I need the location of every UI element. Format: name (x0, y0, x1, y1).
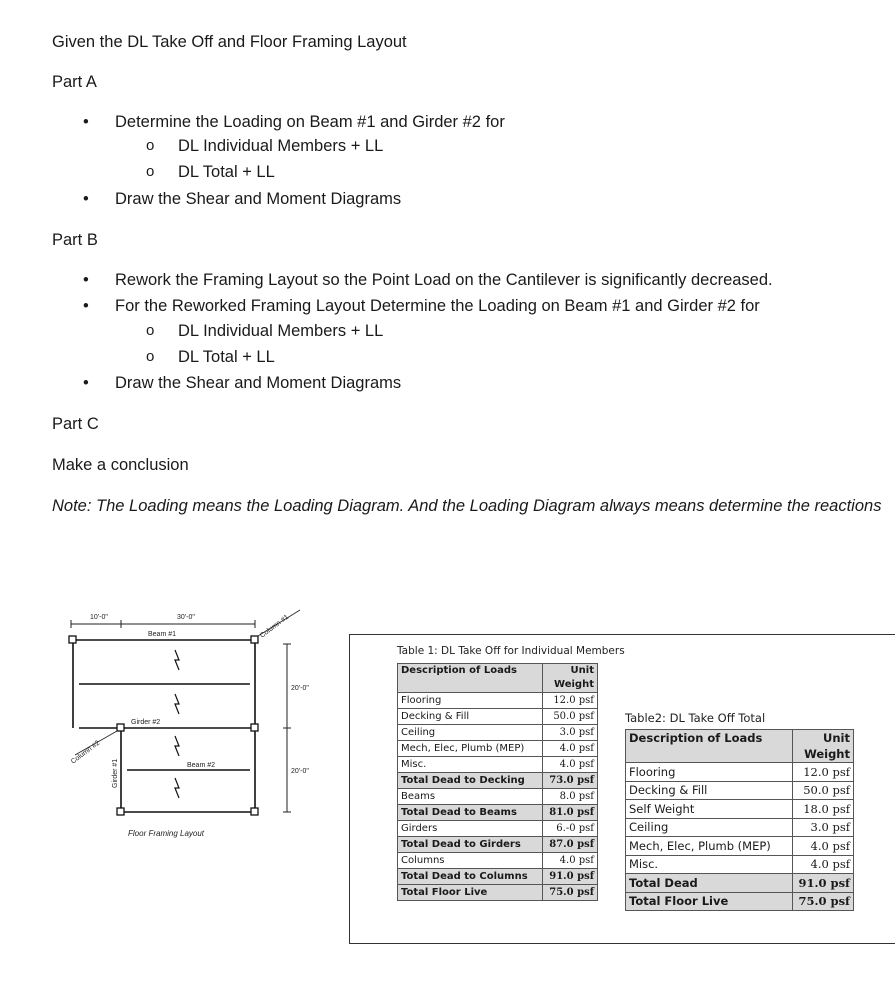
unit-weight-cell: 75.0 psf (793, 892, 854, 911)
girder-1-label: Girder #1 (112, 758, 119, 788)
column-1-label: Column #1 (258, 613, 291, 640)
table-row (398, 693, 598, 709)
table-row (398, 725, 598, 741)
table-2-col-description: Description of Loads (626, 730, 793, 763)
floor-framing-diagram (55, 600, 345, 850)
unit-weight-cell: 12.0 psf (543, 693, 598, 709)
load-description-cell: Beams (398, 789, 543, 805)
load-description-cell: Total Dead to Beams (398, 805, 543, 821)
unit-weight-cell: 81.0 psf (543, 805, 598, 821)
dim-top-bay-label: 20'-0" (291, 685, 309, 692)
unit-weight-cell: 6.-0 psf (543, 821, 598, 837)
girder-2-label: Girder #2 (131, 719, 161, 726)
table-row (626, 818, 854, 837)
load-description-cell: Decking & Fill (626, 781, 793, 800)
part-b-bullet-3-text: Draw the Shear and Moment Diagrams (115, 374, 402, 392)
load-description-cell: Ceiling (626, 818, 793, 837)
unit-weight-cell: 50.0 psf (543, 709, 598, 725)
table-row (626, 855, 854, 874)
unit-weight-cell: 4.0 psf (543, 741, 598, 757)
table-1-col-unit-weight: Unit Weight (543, 664, 598, 693)
table-row (398, 773, 598, 789)
dim-right-label: 30'-0" (177, 614, 195, 621)
column-square (251, 636, 258, 643)
column-square (117, 808, 124, 815)
table-row (398, 869, 598, 885)
diagram-caption: Floor Framing Layout (128, 829, 205, 838)
table-row (398, 837, 598, 853)
load-description-cell: Mech, Elec, Plumb (MEP) (398, 741, 543, 757)
dim-bottom-bay-label: 20'-0" (291, 768, 309, 775)
load-description-cell: Total Floor Live (626, 892, 793, 911)
column-square (251, 724, 258, 731)
load-description-cell: Total Dead to Decking (398, 773, 543, 789)
table-row (626, 874, 854, 893)
span-arrow-4 (175, 778, 179, 798)
part-a-sub-2-text: DL Total + LL (178, 163, 275, 181)
part-c-text: Make a conclusion (52, 456, 189, 474)
load-description-cell: Misc. (626, 855, 793, 874)
load-description-cell: Total Dead to Columns (398, 869, 543, 885)
table-row (626, 763, 854, 782)
table-row (398, 805, 598, 821)
unit-weight-cell: 91.0 psf (793, 874, 854, 893)
part-c-heading: Part C (52, 415, 99, 433)
part-b-heading: Part B (52, 231, 98, 249)
load-description-cell: Girders (398, 821, 543, 837)
load-description-cell: Misc. (398, 757, 543, 773)
load-description-cell: Columns (398, 853, 543, 869)
table-row (626, 800, 854, 819)
unit-weight-cell: 12.0 psf (793, 763, 854, 782)
intro-text: Given the DL Take Off and Floor Framing Layout (52, 33, 407, 51)
unit-weight-cell: 4.0 psf (793, 855, 854, 874)
column-square (251, 808, 258, 815)
dim-left-label: 10'-0" (90, 614, 108, 621)
part-b-bullet-2-text: For the Reworked Framing Layout Determine the Loading on Beam #1 and Girder #2 for (115, 297, 760, 315)
unit-weight-cell: 73.0 psf (543, 773, 598, 789)
table-row (398, 757, 598, 773)
table-row (398, 885, 598, 901)
unit-weight-cell: 4.0 psf (543, 757, 598, 773)
table-1 (397, 663, 598, 901)
part-a-heading: Part A (52, 73, 97, 91)
part-b-bullet-1-text: Rework the Framing Layout so the Point Load on the Cantilever is significantly decreased. (115, 271, 773, 289)
table-1-caption: Table 1: DL Take Off for Individual Members (397, 645, 625, 657)
part-b-sub-1-text: DL Individual Members + LL (178, 322, 384, 340)
table-row (398, 789, 598, 805)
part-a-bullet-1-text: Determine the Loading on Beam #1 and Girder #2 for (115, 113, 505, 131)
unit-weight-cell: 75.0 psf (543, 885, 598, 901)
load-description-cell: Flooring (626, 763, 793, 782)
load-description-cell: Total Floor Live (398, 885, 543, 901)
unit-weight-cell: 50.0 psf (793, 781, 854, 800)
load-description-cell: Self Weight (626, 800, 793, 819)
tables-container (349, 634, 895, 944)
span-arrow-1 (175, 650, 179, 670)
unit-weight-cell: 4.0 psf (543, 853, 598, 869)
table-row (626, 837, 854, 856)
unit-weight-cell: 18.0 psf (793, 800, 854, 819)
span-arrow-3 (175, 736, 179, 756)
unit-weight-cell: 3.0 psf (793, 818, 854, 837)
table-1-col-description: Description of Loads (398, 664, 543, 693)
load-description-cell: Ceiling (398, 725, 543, 741)
load-description-cell: Mech, Elec, Plumb (MEP) (626, 837, 793, 856)
table-row (398, 709, 598, 725)
table-row (398, 741, 598, 757)
beam-2-label: Beam #2 (187, 762, 216, 769)
table-2 (625, 729, 854, 911)
span-arrow-2 (175, 694, 179, 714)
load-description-cell: Total Dead to Girders (398, 837, 543, 853)
table-row (626, 892, 854, 911)
table-2-caption: Table2: DL Take Off Total (625, 711, 766, 725)
note-text: Note: The Loading means the Loading Diagram. And the Loading Diagram always means determine the reactions (52, 497, 882, 515)
load-description-cell: Total Dead (626, 874, 793, 893)
column-square (117, 724, 124, 731)
table-2-col-unit-weight: Unit Weight (793, 730, 854, 763)
table-row (626, 781, 854, 800)
load-description-cell: Flooring (398, 693, 543, 709)
table-row (398, 853, 598, 869)
part-b-sub-2-text: DL Total + LL (178, 348, 275, 366)
beam-1-label: Beam #1 (148, 631, 177, 638)
unit-weight-cell: 8.0 psf (543, 789, 598, 805)
unit-weight-cell: 4.0 psf (793, 837, 854, 856)
part-a-sub-1-text: DL Individual Members + LL (178, 137, 384, 155)
unit-weight-cell: 91.0 psf (543, 869, 598, 885)
part-a-bullet-2-text: Draw the Shear and Moment Diagrams (115, 190, 402, 208)
table-row (398, 821, 598, 837)
load-description-cell: Decking & Fill (398, 709, 543, 725)
unit-weight-cell: 87.0 psf (543, 837, 598, 853)
column-2-label: Column #2 (69, 739, 102, 766)
column-square (69, 636, 76, 643)
unit-weight-cell: 3.0 psf (543, 725, 598, 741)
